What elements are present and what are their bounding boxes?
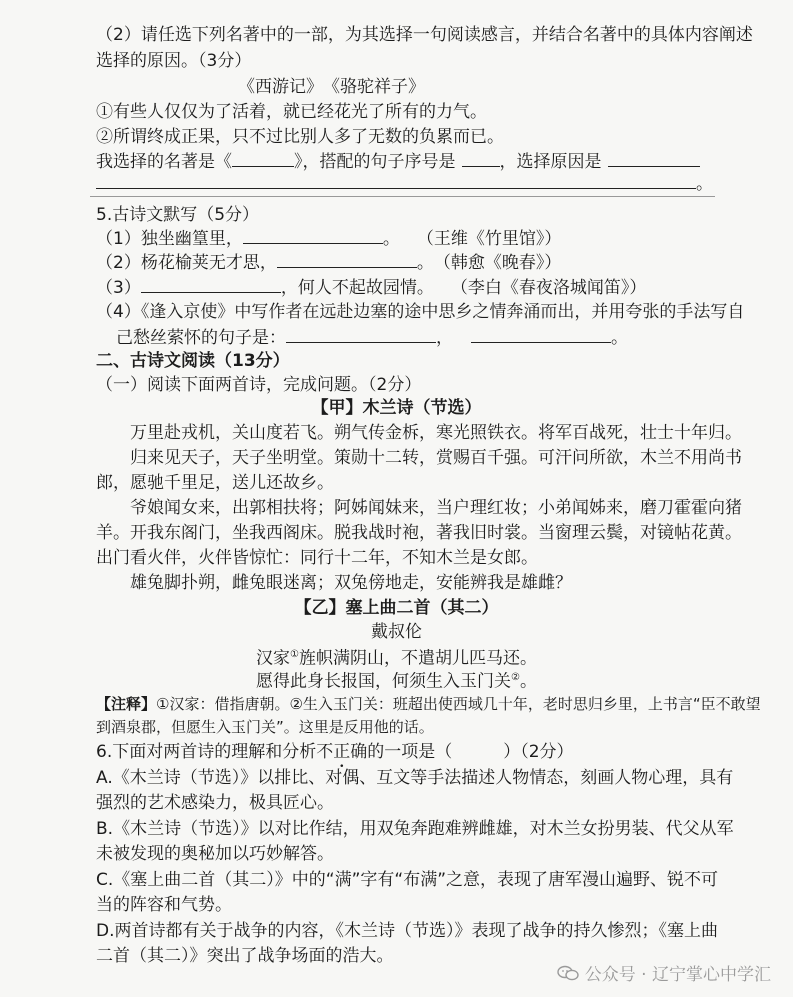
q5-item-2: [96, 251, 561, 274]
poem-2-line-2-b: 。: [519, 671, 537, 692]
q6-option-c-line2: 当的阵容和气势。: [96, 895, 232, 915]
q6-option-a-line1: A.《木兰诗（节选）》以排比、对偶、互文等手法描述人物情态，刻画人物心理，具有: [96, 768, 734, 788]
reason-blank-2[interactable]: [96, 172, 696, 189]
poem-1-line: 羊。开我东阁门，坐我西阁床。脱我战时袍，著我旧时裳。当窗理云鬓，对镜帖花黄。: [96, 523, 742, 543]
note-label: 【注释】: [96, 695, 157, 713]
footnote-marker-1: ①: [290, 649, 299, 660]
section-divider: [90, 196, 715, 197]
sentence-number-blank[interactable]: [462, 150, 500, 167]
poem-2-line-1: [0, 644, 793, 670]
q4-2-line2: 选择的原因。（3分）: [96, 51, 252, 71]
poem-2-title: 【乙】塞上曲二首（其二）: [294, 598, 499, 618]
q5-blank-1[interactable]: [243, 227, 383, 244]
q5-blank-2[interactable]: [277, 251, 417, 268]
poem-1-line: 郎，愿驰千里足，送儿还故乡。: [96, 473, 334, 493]
q5-item-1-source: 。 （王维《竹里馆》）: [382, 229, 562, 249]
footnote-marker-2: ②: [511, 672, 520, 683]
section-2-title: 二、古诗文阅读（13分）: [96, 351, 290, 371]
q5-item-4-line1: （4）《逢入京使》中写作者在远赴边塞的途中思乡之情奔涌而出，并用夸张的手法写自: [96, 302, 745, 322]
poem-2-author: 戴叔伦: [371, 622, 422, 642]
q5-blank-4a[interactable]: [286, 326, 436, 343]
q5-item-4-end: 。: [611, 328, 628, 348]
q6-stem-b: 的一项是（ ）（2分）: [367, 742, 574, 762]
q5-item-1: [96, 227, 561, 250]
poem-1-line: 万里赴戎机，关山度若飞。朔气传金柝，寒光照铁衣。将军百战死，壮士十年归。: [130, 423, 742, 443]
q6-emphasis: 不正确: [316, 742, 368, 762]
q4-2-line1: （2）请任选下列名著中的一部，为其选择一句阅读感言，并结合名著中的具体内容阐述: [96, 25, 753, 45]
poem-1-line: 出门看火伴，火伴皆惊忙：同行十二年，不知木兰是女郎。: [96, 548, 538, 568]
answer-line: [96, 150, 700, 173]
q5-title: 5.古诗文默写（5分）: [96, 205, 260, 225]
q5-blank-4b[interactable]: [471, 326, 611, 343]
q5-item-3-prefix: （3）: [96, 278, 141, 298]
answer-label-reason: ，选择原因是: [499, 152, 602, 172]
note-line-2: 到酒泉郡，但愿生入玉门关”。这里是反用他的话。: [96, 718, 434, 736]
q5-item-3: [96, 276, 646, 299]
reason-blank[interactable]: [608, 150, 700, 167]
reason-line-2: [96, 172, 713, 195]
section-2-subtitle: （一）阅读下面两首诗，完成问题。（2分）: [96, 375, 422, 395]
watermark-text: 公众号 · 辽宁掌心中学汇: [584, 965, 771, 985]
answer-label-sentence: 》，搭配的句子序号是: [294, 152, 456, 172]
sentence-option-1: ①有些人仅仅为了活着，就已经花光了所有的力气。: [96, 102, 487, 122]
q5-blank-3[interactable]: [141, 276, 281, 293]
poem-2-line-1-a: 汉家: [256, 648, 291, 669]
q5-item-1-text: （1）独坐幽篁里，: [96, 229, 243, 249]
book-blank[interactable]: [232, 150, 294, 167]
sentence-option-2: ②所谓终成正果，只不过比别人多了无数的负累而已。: [96, 127, 504, 147]
reason-end-mark: 。: [696, 174, 713, 194]
note-text-1: ①汉家：借指唐朝。②生入玉门关：班超出使西域几十年，老时思归乡里，上书言“臣不敢望: [156, 695, 761, 713]
note-line-1: [96, 693, 761, 715]
poem-2-line-1-b: 旌帜满阴山，不遣胡儿匹马还。: [298, 648, 537, 669]
q5-item-4-comma: ，: [436, 328, 453, 348]
poem-2-line-2-a: 愿得此身长报国，何须生入玉门关: [256, 671, 512, 692]
q6-option-d-line1: D.两首诗都有关于战争的内容，《木兰诗（节选）》表现了战争的持久惨烈；《塞上曲: [96, 921, 718, 941]
q5-item-4-line2: [116, 326, 628, 349]
q6-option-a-line2: 强烈的艺术感染力，极具匠心。: [96, 793, 334, 813]
wechat-icon: [557, 965, 579, 981]
poem-2-line-2: [0, 667, 793, 693]
poem-1-line: 雄兔脚扑朔，雌兔眼迷离；双兔傍地走，安能辨我是雄雌？: [130, 573, 572, 593]
answer-label-book: 我选择的名著是《: [96, 152, 232, 172]
poem-1-line: 爷娘闻女来，出郭相扶将；阿姊闻妹来，当户理红妆；小弟闻姊来，磨刀霍霍向猪: [130, 498, 742, 518]
q6-stem-a: 6.下面对两首诗的理解和分析: [96, 742, 317, 762]
q5-item-3-text: ，何人不起故园情。 （李白《春夜洛城闻笛》）: [280, 278, 647, 298]
q6-option-b-line2: 未被发现的奥秘加以巧妙解答。: [96, 844, 334, 864]
q6-stem: [96, 741, 574, 763]
q5-item-2-source: 。 （韩愈《晚春》）: [416, 253, 562, 273]
q6-option-c-line1: C.《塞上曲二首（其二）》中的“满”字有“布满”之意，表现了唐军漫山遍野、锐不可: [96, 870, 719, 890]
poem-1-title: 【甲】木兰诗（节选）: [311, 398, 482, 418]
q6-option-b-line1: B.《木兰诗（节选）》以对比作结，用双兔奔跑难辨雌雄，对木兰女扮男装、代父从军: [96, 819, 734, 839]
book-list: 《西游记》 《骆驼祥子》: [238, 77, 425, 97]
q5-item-4-prompt: 己愁丝萦怀的句子是：: [116, 328, 286, 348]
watermark: [557, 960, 771, 985]
q6-option-d-line2: 二首（其二）》突出了战争场面的浩大。: [96, 946, 394, 966]
poem-1-line: 归来见天子，天子坐明堂。策勋十二转，赏赐百千强。可汗问所欲，木兰不用尚书: [130, 448, 742, 468]
q5-item-2-text: （2）杨花榆荚无才思，: [96, 253, 277, 273]
